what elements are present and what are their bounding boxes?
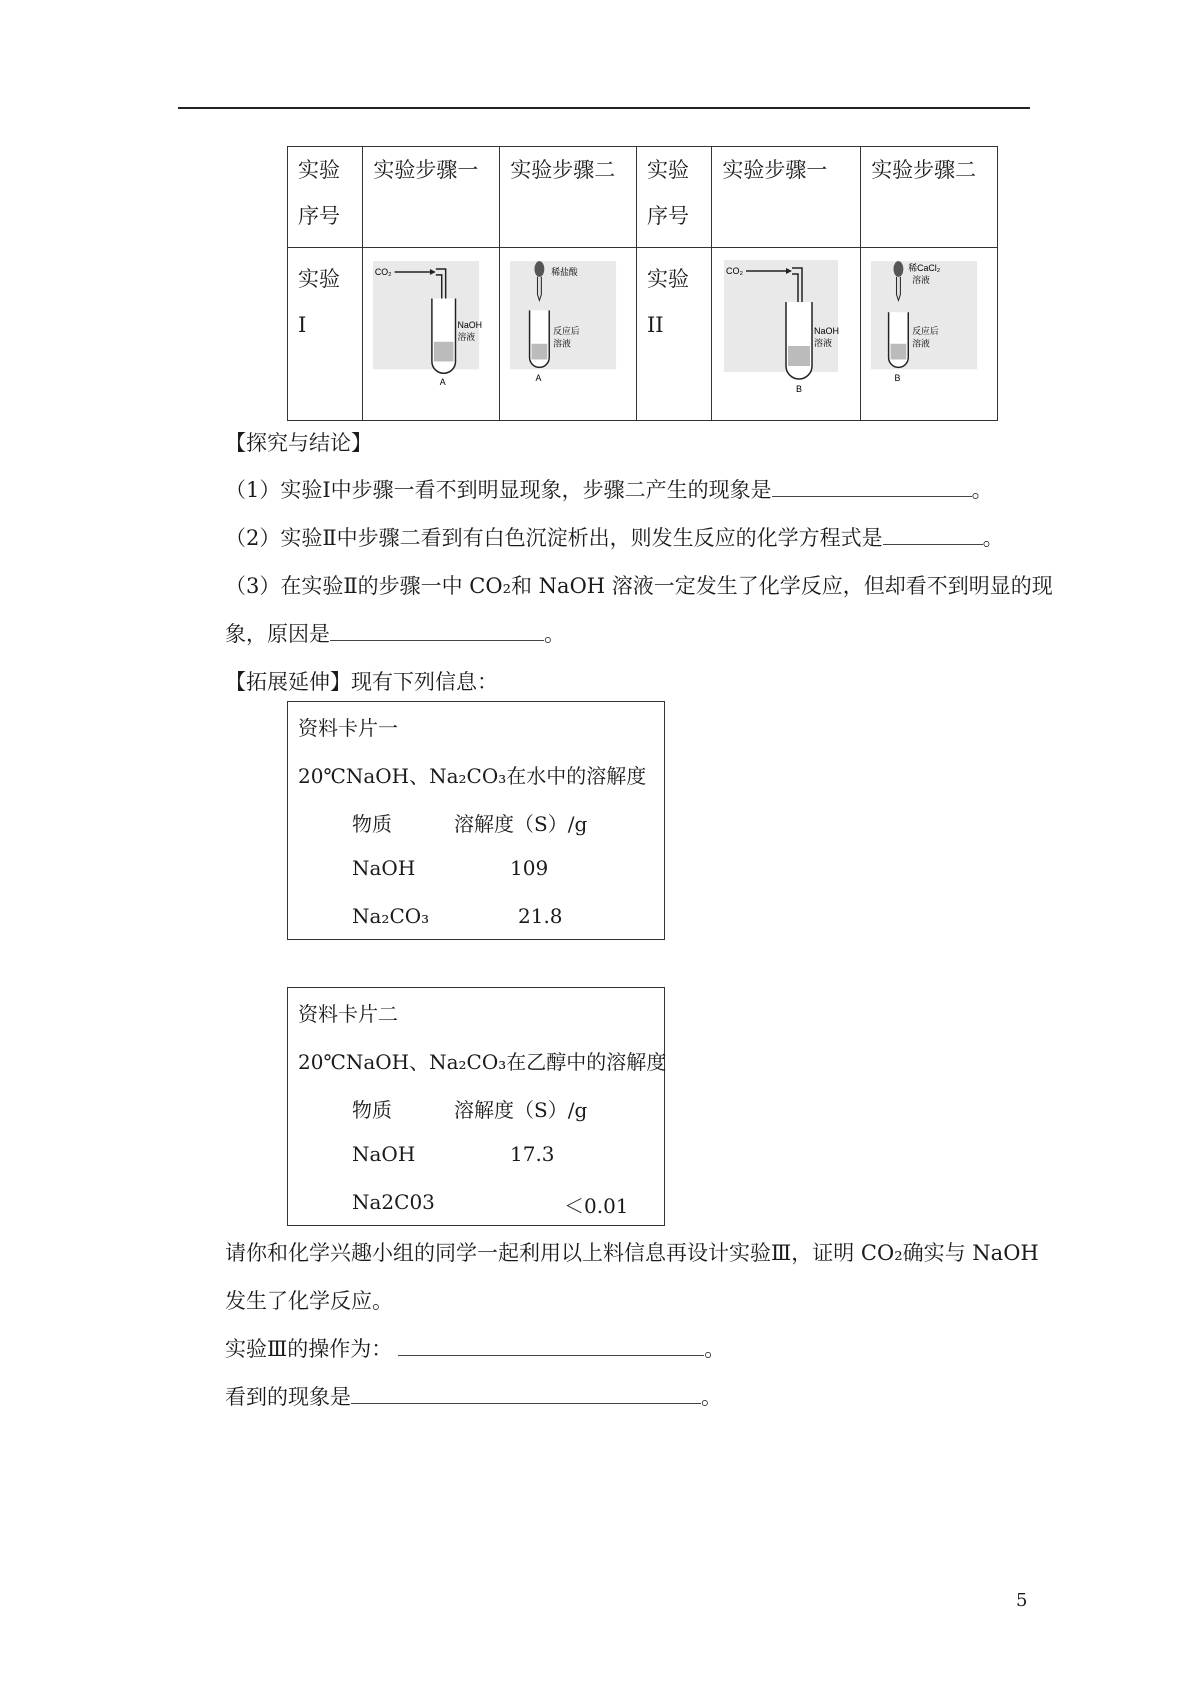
- reagent-label: 溶液: [912, 274, 931, 285]
- card-2-col-substance: 物质: [352, 1098, 392, 1122]
- figure-background: [510, 261, 616, 369]
- end-mark: 。: [544, 622, 565, 646]
- header-text: 序号: [298, 204, 340, 228]
- card-2-row-name: NaOH: [352, 1142, 416, 1166]
- header-rule: [178, 107, 1030, 109]
- card-1-col-solubility: 溶解度（S）/g: [454, 812, 588, 836]
- fig-cell-B1: [712, 248, 861, 421]
- card-1-title: 资料卡片一: [298, 716, 398, 740]
- reagent-label: NaOH: [457, 320, 483, 331]
- gas-label: CO₂: [375, 266, 392, 277]
- data-card-2: [287, 987, 665, 1226]
- phenomenon-question: [225, 1373, 722, 1421]
- co2-into-naoh-tube-B-figure: [716, 254, 846, 404]
- hcl-into-tube-A-figure: [504, 254, 622, 404]
- reagent-label: 溶液: [814, 338, 833, 348]
- exp1-label: 实验: [298, 267, 340, 291]
- dropper-stem: [897, 277, 901, 301]
- solution-level: [532, 344, 548, 360]
- header-cell-step1-a: [363, 147, 500, 248]
- card-1-row-name: NaOH: [352, 856, 416, 880]
- solution-label: 溶液: [912, 338, 931, 349]
- header-text: 实验步骤二: [510, 158, 616, 182]
- exp2-label: 实验: [646, 267, 689, 291]
- exp2-label-cell: [636, 248, 711, 421]
- experiment-table: [287, 146, 998, 421]
- solution-label: 反应后: [553, 325, 580, 336]
- dropper-stem: [538, 277, 542, 301]
- header-text: 实验步骤二: [871, 158, 977, 182]
- co2-into-naoh-tube-A-figure: [367, 254, 485, 404]
- operation-text: 实验Ⅲ的操作为：: [225, 1337, 393, 1361]
- card-2-row-value: ＜0.01: [564, 1194, 629, 1218]
- answer-blank-2[interactable]: [883, 518, 983, 545]
- solution-level: [434, 342, 454, 362]
- closing-line-1: 请你和化学兴趣小组的同学一起利用以上料信息再设计实验Ⅲ，证明 CO₂确实与 NaOH: [225, 1241, 1039, 1265]
- closing-line-2: 发生了化学反应。: [225, 1289, 393, 1313]
- reagent-label: 溶液: [457, 331, 476, 342]
- answer-blank-3[interactable]: [330, 614, 544, 641]
- dropper-bulb: [535, 261, 545, 277]
- tube-label: B: [796, 384, 803, 394]
- figure-background: [373, 261, 479, 369]
- header-cell-step2-a: [500, 147, 637, 248]
- end-mark: 。: [704, 1337, 726, 1361]
- dropper-bulb: [894, 261, 904, 277]
- exp1-numeral: I: [298, 313, 307, 337]
- card-1-row-name: Na₂CO₃: [352, 904, 430, 928]
- header-cell-seq-1: [288, 147, 363, 248]
- reagent-label: NaOH: [814, 326, 840, 336]
- operation-question: [225, 1325, 725, 1373]
- solution-level: [788, 346, 810, 366]
- question-3-line-2: [225, 610, 565, 658]
- conclusion-heading: 【探究与结论】: [225, 431, 372, 455]
- answer-blank-1[interactable]: [772, 470, 972, 497]
- answer-blank-4[interactable]: [398, 1329, 704, 1356]
- fig-cell-A1: [363, 248, 500, 421]
- exp2-numeral: II: [646, 313, 664, 337]
- exp1-label-cell: [288, 248, 363, 421]
- header-text: 实验步骤一: [722, 158, 828, 182]
- test-tube: [786, 302, 812, 379]
- extension-heading: 【拓展延伸】现有下列信息：: [225, 670, 498, 694]
- header-text: 实验: [298, 158, 340, 182]
- card-2-col-solubility: 溶解度（S）/g: [454, 1098, 588, 1122]
- tube-label: A: [535, 373, 542, 384]
- card-1-subtitle: 20℃NaOH、Na₂CO₃在水中的溶解度: [298, 764, 647, 788]
- card-1-row-value: 109: [510, 856, 549, 880]
- header-cell-step1-b: [712, 147, 861, 248]
- card-2-row-value: 17.3: [510, 1142, 555, 1166]
- header-text: 序号: [646, 204, 689, 228]
- question-1-text: （1）实验Ⅰ中步骤一看不到明显现象，步骤二产生的现象是: [225, 478, 772, 502]
- fig-cell-A2: [500, 248, 637, 421]
- data-card-1: [287, 701, 665, 940]
- card-2-subtitle: 20℃NaOH、Na₂CO₃在乙醇中的溶解度: [298, 1050, 667, 1074]
- card-2-row-name: Na2C03: [352, 1190, 435, 1214]
- end-mark: 。: [971, 478, 993, 502]
- answer-blank-5[interactable]: [351, 1377, 701, 1404]
- gas-label: CO₂: [726, 266, 744, 276]
- header-text: 实验: [646, 158, 689, 182]
- card-1-row-value: 21.8: [518, 904, 563, 928]
- table-header-row: [288, 147, 998, 248]
- table-body-row: [288, 248, 998, 421]
- reagent-label: 稀盐酸: [551, 266, 578, 277]
- question-1: [225, 466, 993, 514]
- reagent-label: 稀CaCl₂: [908, 262, 941, 273]
- test-tube: [432, 299, 456, 374]
- end-mark: 。: [701, 1385, 722, 1409]
- card-1-col-substance: 物质: [352, 812, 392, 836]
- cacl2-into-tube-B-figure: [865, 254, 983, 404]
- tube-label: B: [894, 373, 901, 384]
- solution-label: 溶液: [553, 338, 572, 349]
- card-2-title: 资料卡片二: [298, 1002, 398, 1026]
- end-mark: 。: [982, 526, 1004, 550]
- header-cell-step2-b: [861, 147, 998, 248]
- question-2-text: （2）实验Ⅱ中步骤二看到有白色沉淀析出，则发生反应的化学方程式是: [225, 526, 883, 550]
- solution-level: [891, 344, 907, 360]
- question-3-line-1: （3）在实验Ⅱ的步骤一中 CO₂和 NaOH 溶液一定发生了化学反应，但却看不到明显的现: [225, 574, 1053, 598]
- page-number: 5: [1016, 1590, 1028, 1611]
- phenomenon-text: 看到的现象是: [225, 1385, 351, 1409]
- solution-label: 反应后: [912, 325, 939, 336]
- question-2: [225, 514, 1004, 562]
- header-cell-seq-2: [636, 147, 711, 248]
- fig-cell-B2: [861, 248, 998, 421]
- tube-label: A: [440, 377, 447, 388]
- figure-background: [724, 260, 838, 372]
- question-3-text: 象，原因是: [225, 622, 330, 646]
- header-text: 实验步骤一: [373, 158, 479, 182]
